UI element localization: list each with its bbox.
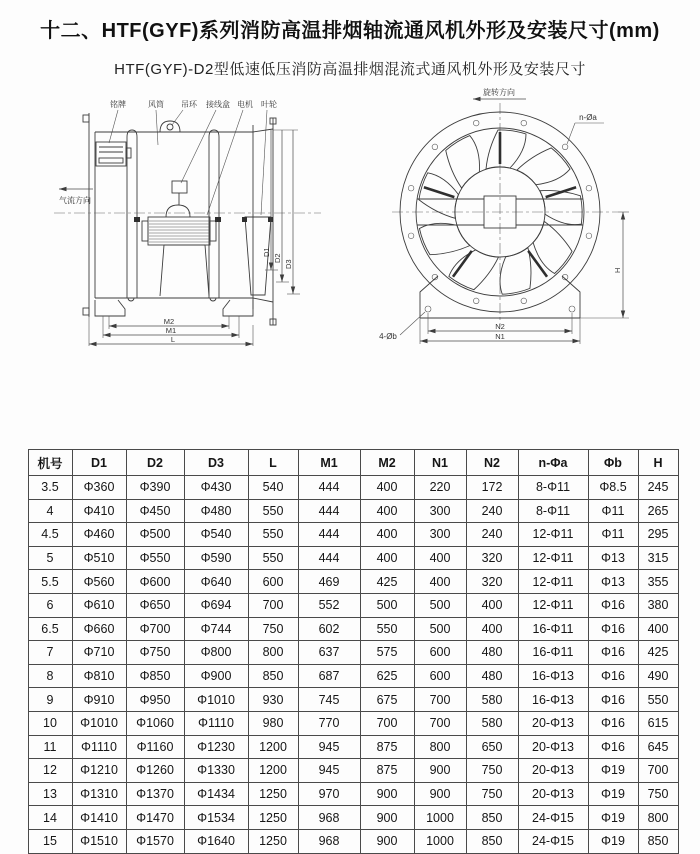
part-labels bbox=[109, 99, 277, 215]
dim-d2: D2 bbox=[272, 253, 282, 263]
column-header: L bbox=[248, 450, 298, 476]
table-cell: 490 bbox=[638, 664, 678, 688]
table-cell: Φ19 bbox=[588, 806, 638, 830]
table-cell: 400 bbox=[360, 546, 414, 570]
table-cell: Φ1110 bbox=[184, 711, 248, 735]
table-cell: Φ1370 bbox=[126, 782, 184, 806]
junction-box-label: 接线盒 bbox=[205, 100, 230, 109]
table-row bbox=[28, 782, 678, 806]
table-cell: 850 bbox=[248, 664, 298, 688]
table-cell: 3.5 bbox=[28, 476, 72, 500]
table-cell: 770 bbox=[298, 711, 360, 735]
table-row bbox=[28, 523, 678, 547]
table-cell: 315 bbox=[638, 546, 678, 570]
table-cell: Φ16 bbox=[588, 711, 638, 735]
motor bbox=[142, 205, 216, 296]
table-cell: 750 bbox=[466, 759, 518, 783]
dim-n1: N1 bbox=[494, 332, 505, 341]
table-cell: Φ1640 bbox=[184, 829, 248, 853]
side-view-drawing bbox=[21, 85, 356, 375]
table-cell: 850 bbox=[638, 829, 678, 853]
column-header: H bbox=[638, 450, 678, 476]
table-cell: 687 bbox=[298, 664, 360, 688]
table-cell: 400 bbox=[414, 570, 466, 594]
table-cell: Φ640 bbox=[184, 570, 248, 594]
table-cell: Φ430 bbox=[184, 476, 248, 500]
table-cell: 12-Φ11 bbox=[518, 546, 588, 570]
table-cell: Φ1410 bbox=[72, 806, 126, 830]
table-cell: 800 bbox=[414, 735, 466, 759]
base-holes-label: 4-Øb bbox=[378, 332, 397, 341]
table-cell: 900 bbox=[414, 759, 466, 783]
column-header: M2 bbox=[360, 450, 414, 476]
rotation-label: 旋转方向 bbox=[482, 88, 515, 97]
table-cell: 850 bbox=[466, 829, 518, 853]
table-cell: 700 bbox=[248, 593, 298, 617]
table-cell: 425 bbox=[360, 570, 414, 594]
table-cell: 5 bbox=[28, 546, 72, 570]
nameplate bbox=[96, 142, 131, 166]
table-row bbox=[28, 546, 678, 570]
table-cell: Φ1510 bbox=[72, 829, 126, 853]
table-cell: 8 bbox=[28, 664, 72, 688]
table-cell: 400 bbox=[414, 546, 466, 570]
table-cell: 14 bbox=[28, 806, 72, 830]
table-cell: Φ16 bbox=[588, 593, 638, 617]
table-row bbox=[28, 476, 678, 500]
label-leader-lines bbox=[109, 110, 267, 215]
table-cell: Φ610 bbox=[72, 593, 126, 617]
table-cell: 16-Φ11 bbox=[518, 641, 588, 665]
table-cell: 295 bbox=[638, 523, 678, 547]
table-cell: 400 bbox=[466, 593, 518, 617]
table-cell: 1250 bbox=[248, 829, 298, 853]
spec-table-wrap bbox=[28, 449, 673, 854]
table-cell: 15 bbox=[28, 829, 72, 853]
table-cell: 10 bbox=[28, 711, 72, 735]
table-cell: Φ744 bbox=[184, 617, 248, 641]
table-cell: 12-Φ11 bbox=[518, 593, 588, 617]
table-cell: 900 bbox=[360, 806, 414, 830]
inlet-flange bbox=[83, 113, 89, 317]
base-feet bbox=[95, 298, 253, 316]
table-cell: 625 bbox=[360, 664, 414, 688]
flange-holes-label: n-Øa bbox=[578, 113, 597, 122]
flange-holes-callout bbox=[567, 113, 604, 144]
table-cell: 355 bbox=[638, 570, 678, 594]
table-cell: Φ1534 bbox=[184, 806, 248, 830]
table-cell: 700 bbox=[414, 688, 466, 712]
column-header: N1 bbox=[414, 450, 466, 476]
table-cell: 552 bbox=[298, 593, 360, 617]
table-cell: 600 bbox=[248, 570, 298, 594]
table-cell: 20-Φ13 bbox=[518, 711, 588, 735]
table-cell: Φ360 bbox=[72, 476, 126, 500]
table-cell: Φ480 bbox=[184, 499, 248, 523]
table-cell: 265 bbox=[638, 499, 678, 523]
table-cell: 968 bbox=[298, 806, 360, 830]
table-cell: 637 bbox=[298, 641, 360, 665]
column-header: Φb bbox=[588, 450, 638, 476]
table-cell: 400 bbox=[360, 523, 414, 547]
table-cell: Φ694 bbox=[184, 593, 248, 617]
spec-table-head bbox=[28, 450, 678, 476]
table-cell: Φ410 bbox=[72, 499, 126, 523]
table-cell: 980 bbox=[248, 711, 298, 735]
table-cell: 444 bbox=[298, 546, 360, 570]
table-cell: 4 bbox=[28, 499, 72, 523]
table-cell: 970 bbox=[298, 782, 360, 806]
page-title: 十二、HTF(GYF)系列消防高温排烟轴流通风机外形及安装尺寸(mm) bbox=[40, 20, 660, 42]
table-cell: 400 bbox=[360, 499, 414, 523]
spec-table-body bbox=[28, 476, 678, 854]
table-cell: 400 bbox=[466, 617, 518, 641]
table-cell: 900 bbox=[360, 829, 414, 853]
table-cell: Φ650 bbox=[126, 593, 184, 617]
base-holes-callout bbox=[379, 312, 425, 341]
table-cell: Φ510 bbox=[72, 546, 126, 570]
table-cell: 220 bbox=[414, 476, 466, 500]
table-cell: 300 bbox=[414, 523, 466, 547]
table-cell: 615 bbox=[638, 711, 678, 735]
table-cell: 245 bbox=[638, 476, 678, 500]
table-row bbox=[28, 593, 678, 617]
table-row bbox=[28, 499, 678, 523]
table-cell: Φ19 bbox=[588, 829, 638, 853]
table-cell: 13 bbox=[28, 782, 72, 806]
dim-h: H bbox=[612, 267, 622, 273]
table-cell: 750 bbox=[638, 782, 678, 806]
table-cell: Φ850 bbox=[126, 664, 184, 688]
table-cell: 20-Φ13 bbox=[518, 735, 588, 759]
nameplate-label: 铭牌 bbox=[109, 100, 126, 109]
airflow-label: 气流方向 bbox=[58, 196, 91, 205]
table-cell: 480 bbox=[466, 664, 518, 688]
table-cell: 540 bbox=[248, 476, 298, 500]
table-cell: 900 bbox=[360, 782, 414, 806]
table-cell: 875 bbox=[360, 735, 414, 759]
table-cell: 320 bbox=[466, 570, 518, 594]
table-cell: 550 bbox=[248, 546, 298, 570]
table-cell: 400 bbox=[638, 617, 678, 641]
table-row bbox=[28, 759, 678, 783]
impeller-blade bbox=[134, 217, 273, 295]
table-cell: Φ540 bbox=[184, 523, 248, 547]
table-cell: 1000 bbox=[414, 806, 466, 830]
table-cell: Φ11 bbox=[588, 523, 638, 547]
rotation-direction bbox=[473, 87, 526, 99]
table-cell: 700 bbox=[638, 759, 678, 783]
table-cell: Φ1470 bbox=[126, 806, 184, 830]
table-cell: 172 bbox=[466, 476, 518, 500]
table-cell: Φ8.5 bbox=[588, 476, 638, 500]
table-cell: 745 bbox=[298, 688, 360, 712]
table-cell: 16-Φ13 bbox=[518, 664, 588, 688]
table-cell: 12-Φ11 bbox=[518, 570, 588, 594]
table-row bbox=[28, 688, 678, 712]
table-cell: 675 bbox=[360, 688, 414, 712]
table-cell: 500 bbox=[414, 617, 466, 641]
table-cell: 1250 bbox=[248, 782, 298, 806]
table-cell: 4.5 bbox=[28, 523, 72, 547]
table-row bbox=[28, 735, 678, 759]
table-cell: 469 bbox=[298, 570, 360, 594]
table-cell: Φ1230 bbox=[184, 735, 248, 759]
impeller-blades bbox=[415, 130, 584, 298]
table-row bbox=[28, 570, 678, 594]
table-cell: 8-Φ11 bbox=[518, 476, 588, 500]
table-cell: 1200 bbox=[248, 735, 298, 759]
table-cell: 11 bbox=[28, 735, 72, 759]
table-cell: 24-Φ15 bbox=[518, 829, 588, 853]
diameter-dimensions bbox=[262, 130, 300, 294]
table-cell: 480 bbox=[466, 641, 518, 665]
table-cell: Φ1260 bbox=[126, 759, 184, 783]
airflow-direction bbox=[59, 189, 93, 205]
table-cell: Φ500 bbox=[126, 523, 184, 547]
table-cell: 700 bbox=[360, 711, 414, 735]
table-cell: Φ1434 bbox=[184, 782, 248, 806]
table-cell: Φ910 bbox=[72, 688, 126, 712]
table-cell: Φ660 bbox=[72, 617, 126, 641]
table-cell: 6 bbox=[28, 593, 72, 617]
table-cell: Φ1310 bbox=[72, 782, 126, 806]
dim-n2: N2 bbox=[494, 322, 505, 331]
table-cell: 900 bbox=[414, 782, 466, 806]
table-cell: 600 bbox=[414, 664, 466, 688]
table-cell: 16-Φ13 bbox=[518, 688, 588, 712]
table-cell: 645 bbox=[638, 735, 678, 759]
table-cell: 580 bbox=[466, 688, 518, 712]
table-cell: 750 bbox=[466, 782, 518, 806]
table-cell: 300 bbox=[414, 499, 466, 523]
table-cell: 12-Φ11 bbox=[518, 523, 588, 547]
table-cell: Φ16 bbox=[588, 735, 638, 759]
table-cell: 700 bbox=[414, 711, 466, 735]
spec-table bbox=[28, 449, 679, 854]
column-header: 机号 bbox=[28, 450, 72, 476]
page-subtitle: HTF(GYF)-D2型低速低压消防高温排烟混流式通风机外形及安装尺寸 bbox=[114, 61, 586, 78]
table-cell: Φ16 bbox=[588, 688, 638, 712]
table-cell: Φ19 bbox=[588, 759, 638, 783]
table-cell: 500 bbox=[414, 593, 466, 617]
table-cell: Φ590 bbox=[184, 546, 248, 570]
table-cell: 444 bbox=[298, 523, 360, 547]
table-cell: 750 bbox=[248, 617, 298, 641]
table-cell: 945 bbox=[298, 759, 360, 783]
table-cell: 16-Φ11 bbox=[518, 617, 588, 641]
table-cell: Φ1160 bbox=[126, 735, 184, 759]
table-cell: 6.5 bbox=[28, 617, 72, 641]
table-cell: Φ1570 bbox=[126, 829, 184, 853]
table-cell: 800 bbox=[638, 806, 678, 830]
drawings-row bbox=[0, 85, 700, 377]
table-cell: Φ1060 bbox=[126, 711, 184, 735]
table-cell: 875 bbox=[360, 759, 414, 783]
table-cell: 425 bbox=[638, 641, 678, 665]
table-cell: 550 bbox=[248, 523, 298, 547]
table-cell: Φ710 bbox=[72, 641, 126, 665]
impeller-label: 叶轮 bbox=[260, 100, 277, 109]
table-cell: 1000 bbox=[414, 829, 466, 853]
lifting-ring-label: 吊环 bbox=[180, 100, 197, 109]
table-cell: Φ450 bbox=[126, 499, 184, 523]
table-cell: 602 bbox=[298, 617, 360, 641]
table-cell: 550 bbox=[248, 499, 298, 523]
table-cell: Φ900 bbox=[184, 664, 248, 688]
table-cell: Φ390 bbox=[126, 476, 184, 500]
table-cell: 9 bbox=[28, 688, 72, 712]
table-cell: 550 bbox=[360, 617, 414, 641]
column-header: n-Φa bbox=[518, 450, 588, 476]
table-cell: Φ13 bbox=[588, 546, 638, 570]
table-cell: Φ560 bbox=[72, 570, 126, 594]
table-cell: 380 bbox=[638, 593, 678, 617]
table-cell: Φ810 bbox=[72, 664, 126, 688]
dim-m2: M2 bbox=[163, 317, 174, 326]
table-cell: 8-Φ11 bbox=[518, 499, 588, 523]
table-cell: Φ16 bbox=[588, 641, 638, 665]
table-cell: Φ11 bbox=[588, 499, 638, 523]
casing-label: 风筒 bbox=[147, 100, 164, 109]
table-cell: 1200 bbox=[248, 759, 298, 783]
table-cell: 580 bbox=[466, 711, 518, 735]
dim-d3: D3 bbox=[283, 259, 293, 269]
table-cell: Φ750 bbox=[126, 641, 184, 665]
table-cell: Φ950 bbox=[126, 688, 184, 712]
column-header: D1 bbox=[72, 450, 126, 476]
dim-m1: M1 bbox=[165, 326, 176, 335]
table-row bbox=[28, 806, 678, 830]
table-cell: Φ13 bbox=[588, 570, 638, 594]
fan-casing bbox=[95, 118, 276, 325]
table-cell: 930 bbox=[248, 688, 298, 712]
table-cell: Φ1010 bbox=[72, 711, 126, 735]
table-cell: 800 bbox=[248, 641, 298, 665]
table-cell: 320 bbox=[466, 546, 518, 570]
table-cell: 20-Φ13 bbox=[518, 759, 588, 783]
junction-box bbox=[172, 181, 187, 205]
table-cell: 1250 bbox=[248, 806, 298, 830]
table-cell: 500 bbox=[360, 593, 414, 617]
table-row bbox=[28, 617, 678, 641]
table-cell: 20-Φ13 bbox=[518, 782, 588, 806]
header-row bbox=[28, 450, 678, 476]
table-cell: 7 bbox=[28, 641, 72, 665]
table-cell: Φ1110 bbox=[72, 735, 126, 759]
table-cell: 650 bbox=[466, 735, 518, 759]
table-cell: 240 bbox=[466, 523, 518, 547]
table-cell: 24-Φ15 bbox=[518, 806, 588, 830]
column-header: M1 bbox=[298, 450, 360, 476]
table-cell: Φ550 bbox=[126, 546, 184, 570]
table-cell: 240 bbox=[466, 499, 518, 523]
table-cell: Φ19 bbox=[588, 782, 638, 806]
table-cell: 12 bbox=[28, 759, 72, 783]
table-cell: Φ800 bbox=[184, 641, 248, 665]
table-cell: 945 bbox=[298, 735, 360, 759]
table-cell: Φ460 bbox=[72, 523, 126, 547]
table-cell: Φ600 bbox=[126, 570, 184, 594]
length-dimensions bbox=[89, 316, 253, 346]
table-cell: 850 bbox=[466, 806, 518, 830]
table-cell: 575 bbox=[360, 641, 414, 665]
table-cell: Φ1330 bbox=[184, 759, 248, 783]
table-row bbox=[28, 829, 678, 853]
lifting-ring bbox=[160, 121, 180, 132]
table-cell: 968 bbox=[298, 829, 360, 853]
table-row bbox=[28, 641, 678, 665]
table-cell: 600 bbox=[414, 641, 466, 665]
table-cell: 550 bbox=[638, 688, 678, 712]
table-cell: 444 bbox=[298, 476, 360, 500]
motor-label: 电机 bbox=[236, 100, 253, 109]
table-cell: Φ1010 bbox=[184, 688, 248, 712]
table-cell: 400 bbox=[360, 476, 414, 500]
front-view-drawing bbox=[370, 85, 680, 375]
column-header: D2 bbox=[126, 450, 184, 476]
table-cell: Φ1210 bbox=[72, 759, 126, 783]
table-cell: Φ16 bbox=[588, 617, 638, 641]
column-header: D3 bbox=[184, 450, 248, 476]
table-cell: 444 bbox=[298, 499, 360, 523]
dim-d1: D1 bbox=[261, 247, 271, 257]
table-row bbox=[28, 711, 678, 735]
column-header: N2 bbox=[466, 450, 518, 476]
height-dimension bbox=[580, 212, 629, 318]
table-row bbox=[28, 664, 678, 688]
table-cell: 5.5 bbox=[28, 570, 72, 594]
dim-l: L bbox=[170, 335, 175, 344]
table-cell: Φ700 bbox=[126, 617, 184, 641]
table-cell: Φ16 bbox=[588, 664, 638, 688]
